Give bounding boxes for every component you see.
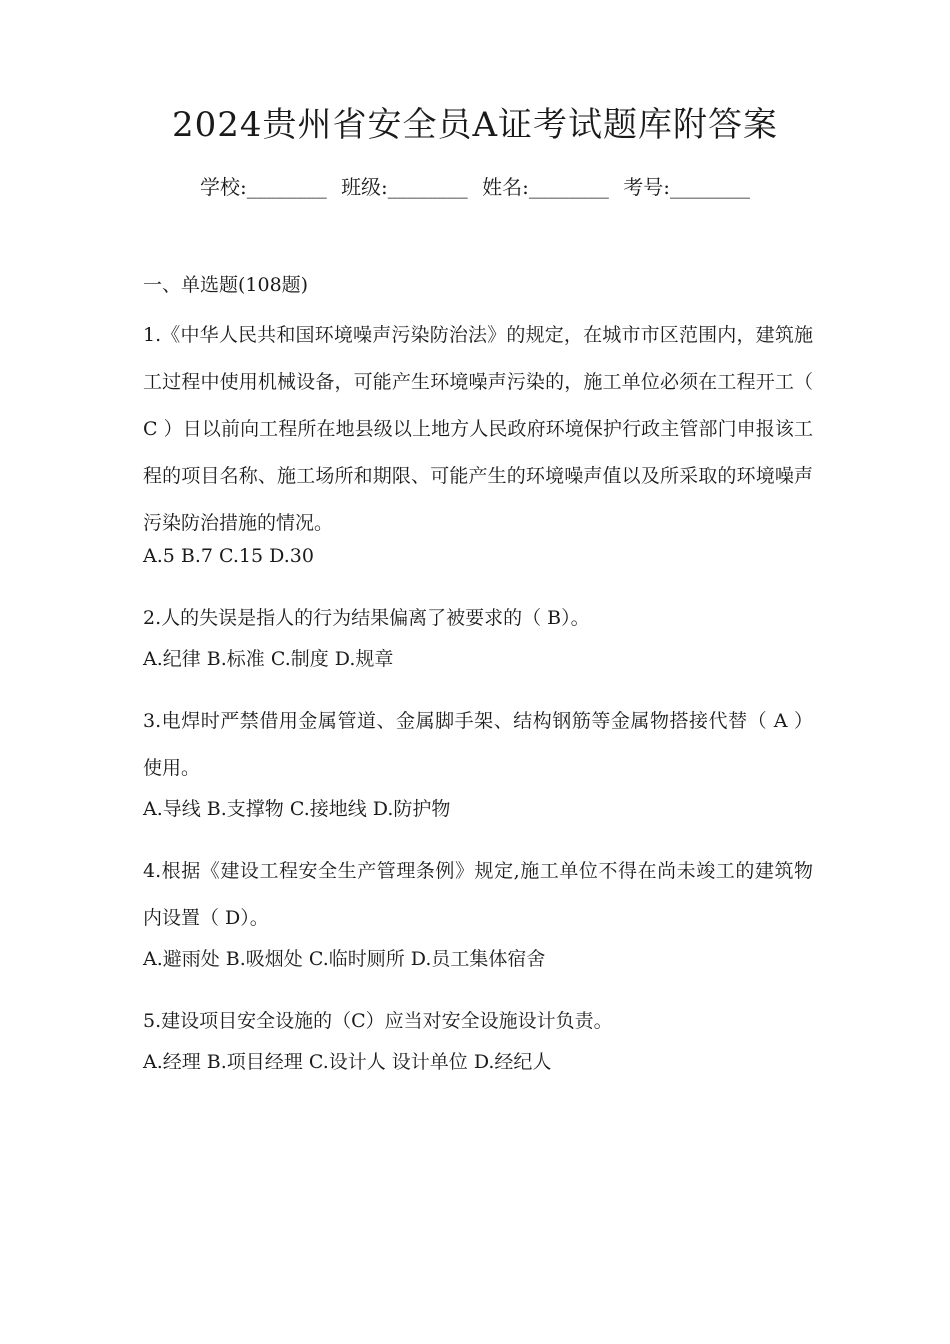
question-stem: 2.人的失误是指人的行为结果偏离了被要求的（ B）。: [143, 607, 590, 629]
question-options: A.纪律 B.标准 C.制度 D.规章: [143, 648, 394, 670]
question-stem: 1.《中华人民共和国环境噪声污染防治法》的规定，在城市市区范围内，建筑施工过程中使用机械设备，可能产生环境噪声污染的，施工单位必须在工程开工（ C ）日以前向工程所在地县级以上地方人民政府环境保护行政主管部门申报该工程的项目名称、施工场所和期限、可能产生的环境噪声值以及所采取的环境噪声污染防治措施的情况。: [143, 324, 813, 534]
question-item: [143, 595, 813, 676]
question-spacer: [143, 826, 813, 848]
name-field: 姓名:________: [482, 175, 609, 199]
question-item: [143, 698, 813, 826]
question-stem: 4.根据《建设工程安全生产管理条例》规定,施工单位不得在尚未竣工的建筑物内设置（ D）。: [143, 860, 813, 929]
question-spacer: [143, 976, 813, 998]
question-options: A.5 B.7 C.15 D.30: [143, 545, 314, 567]
question-spacer: [143, 676, 813, 698]
document-title: 2024贵州省安全员A证考试题库附答案: [171, 105, 779, 145]
school-field: 学校:________: [199, 175, 327, 199]
question-options: A.避雨处 B.吸烟处 C.临时厕所 D.员工集体宿舍: [143, 948, 546, 970]
question-options: A.经理 B.项目经理 C.设计人 设计单位 D.经纪人: [143, 1051, 552, 1073]
question-stem: 3.电焊时严禁借用金属管道、金属脚手架、结构钢筋等金属物搭接代替（ A ）使用。: [143, 710, 813, 779]
student-info-line: [0, 172, 950, 202]
question-item: [143, 312, 813, 573]
question-spacer: [143, 573, 813, 595]
question-list: [143, 268, 813, 1079]
exam-number-field: 考号:________: [623, 175, 751, 199]
section-heading: 一、单选题(108题): [143, 274, 309, 296]
question-options: A.导线 B.支撑物 C.接地线 D.防护物: [143, 798, 451, 820]
class-field: 班级:________: [341, 175, 468, 199]
question-item: [143, 848, 813, 976]
question-stem: 5.建设项目安全设施的（C）应当对安全设施设计负责。: [143, 1010, 613, 1032]
question-item: [143, 998, 813, 1079]
